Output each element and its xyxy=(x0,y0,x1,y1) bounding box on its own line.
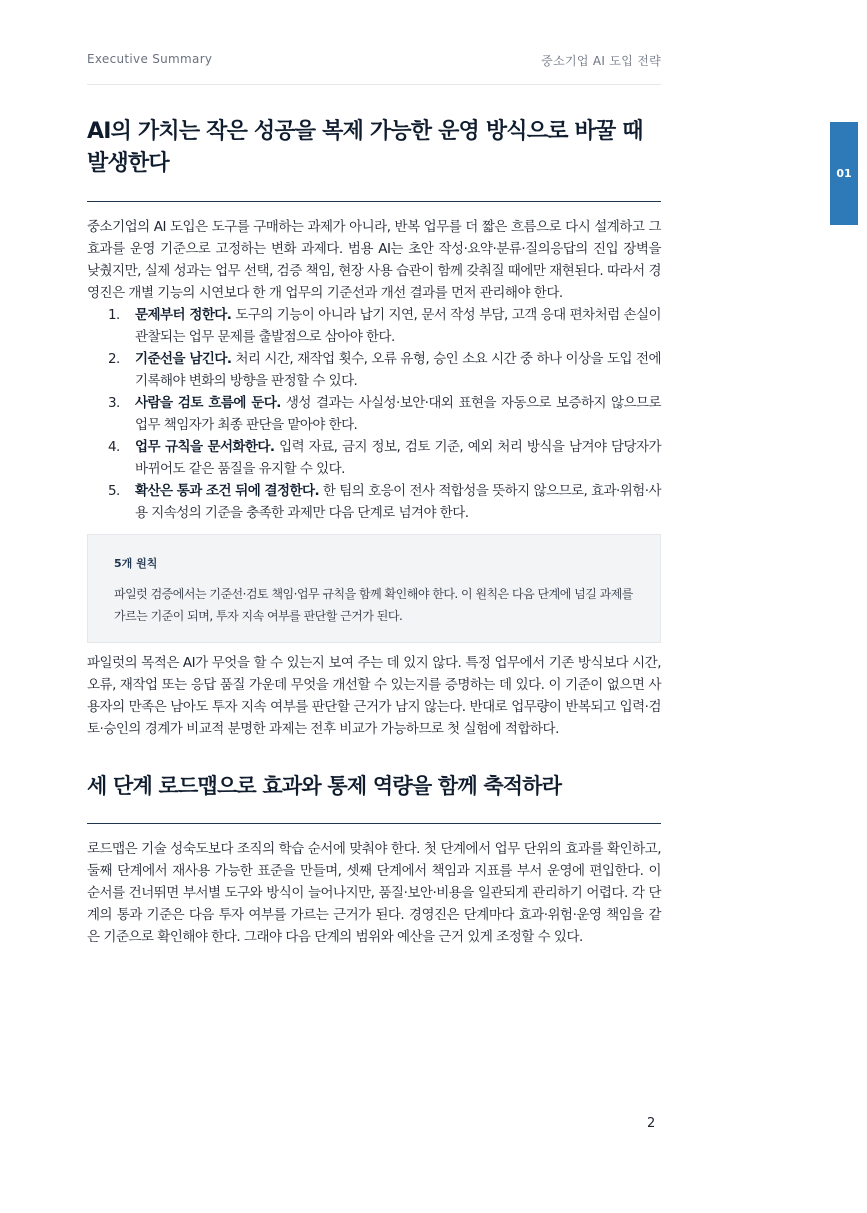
list-item-text: 처리 시간, 재작업 횟수, 오류 유형, 승인 소요 시간 중 하나 이상을 도입 전에 기록해야 변화의 방향을 판정할 수 있다. xyxy=(135,351,661,389)
list-number: 5. xyxy=(108,483,120,499)
list-number: 4. xyxy=(108,439,120,455)
section-heading-1: AI의 가치는 작은 성공을 복제 가능한 운영 방식으로 바꿀 때 발생한다 xyxy=(87,116,661,202)
callout-title: 5개 원칙 xyxy=(114,557,158,570)
page-number: 2 xyxy=(647,1116,656,1131)
header-right-title: 중소기업 AI 도입 전략 xyxy=(541,54,661,68)
list-item xyxy=(87,304,661,348)
chapter-tab-label: 01 xyxy=(836,167,852,180)
list-item-lead: 사람을 검토 흐름에 둔다. xyxy=(135,395,281,411)
list-item-text: 한 팀의 호응이 전사 적합성을 뜻하지 않으므로, 효과·위험·사용 지속성의 기준을 충족한 과제만 다음 단계로 넘겨야 한다. xyxy=(135,483,661,521)
callout-box xyxy=(87,534,661,643)
header-left-title: Executive Summary xyxy=(87,52,213,66)
principles-list xyxy=(87,304,661,524)
list-item-lead: 확산은 통과 조건 뒤에 결정한다. xyxy=(135,483,320,499)
chapter-tab xyxy=(830,122,858,225)
list-item xyxy=(87,392,661,436)
list-number: 2. xyxy=(108,351,120,367)
page-header xyxy=(87,52,661,85)
main-content xyxy=(87,116,661,948)
list-item-text: 도구의 기능이 아니라 납기 지연, 문서 작성 부담, 고객 응대 편차처럼 손실이 관찰되는 업무 문제를 출발점으로 삼아야 한다. xyxy=(135,307,661,345)
list-item-lead: 업무 규칙을 문서화한다. xyxy=(135,439,275,455)
list-item-lead: 문제부터 정한다. xyxy=(135,307,232,323)
roadmap-paragraph: 로드맵은 기술 성숙도보다 조직의 학습 순서에 맞춰야 한다. 첫 단계에서 업무 단위의 효과를 확인하고, 둘째 단계에서 재사용 가능한 표준을 만들며, 셋째 단계에서 책임과 지표를 부서 운영에 편입한다. 이 순서를 건너뛰면 부서별 도구와 방식이 늘어나지만, 품질·보안·비용을 일관되게 관리하기 어렵다. 각 단계의 통과 기준은 다음 투자 여부를 가르는 근거가 된다. 경영진은 단계마다 효과·위험·운영 책임을 같은 기준으로 확인해야 한다. 그래야 다음 단계의 범위와 예산을 근거 있게 조정할 수 있다. xyxy=(87,841,661,945)
list-number: 3. xyxy=(108,395,120,411)
list-item xyxy=(87,348,661,392)
list-item xyxy=(87,436,661,480)
intro-paragraph: 중소기업의 AI 도입은 도구를 구매하는 과제가 아니라, 반복 업무를 더 짧은 흐름으로 다시 설계하고 그 효과를 운영 기준으로 고정하는 변화 과제다. 범용 AI는 초안 작성·요약·분류·질의응답의 진입 장벽을 낮췄지만, 실제 성과는 업무 선택, 검증 책임, 현장 사용 습관이 함께 갖춰질 때에만 재현된다. 따라서 경영진은 개별 기능의 시연보다 한 개 업무의 기준선과 개선 결과를 먼저 관리해야 한다. xyxy=(87,219,661,301)
list-item-lead: 기준선을 남긴다. xyxy=(135,351,232,367)
pilot-paragraph: 파일럿의 목적은 AI가 무엇을 할 수 있는지 보여 주는 데 있지 않다. 특정 업무에서 기존 방식보다 시간, 오류, 재작업 또는 응답 품질 가운데 무엇을 개선할 수 있는지를 증명하는 데 있다. 이 기준이 없으면 사용자의 만족은 남아도 투자 지속 여부를 판단할 근거가 남지 않는다. 반대로 업무량이 반복되고 입력·검토·승인의 경계가 비교적 분명한 과제는 전후 비교가 가능하므로 첫 실험에 적합하다. xyxy=(87,655,661,737)
section-heading-2: 세 단계 로드맵으로 효과와 통제 역량을 함께 축적하라 xyxy=(87,770,661,824)
list-item-text: 입력 자료, 금지 정보, 검토 기준, 예외 처리 방식을 남겨야 담당자가 바뀌어도 같은 품질을 유지할 수 있다. xyxy=(135,439,661,477)
list-item xyxy=(87,480,661,524)
list-number: 1. xyxy=(108,307,120,323)
callout-body: 파일럿 검증에서는 기준선·검토 책임·업무 규칙을 함께 확인해야 한다. 이 원칙은 다음 단계에 넘길 과제를 가르는 기준이 되며, 투자 지속 여부를 판단할 근거가 된다. xyxy=(114,587,633,623)
list-item-text: 생성 결과는 사실성·보안·대외 표현을 자동으로 보증하지 않으므로 업무 책임자가 최종 판단을 맡아야 한다. xyxy=(135,395,661,433)
